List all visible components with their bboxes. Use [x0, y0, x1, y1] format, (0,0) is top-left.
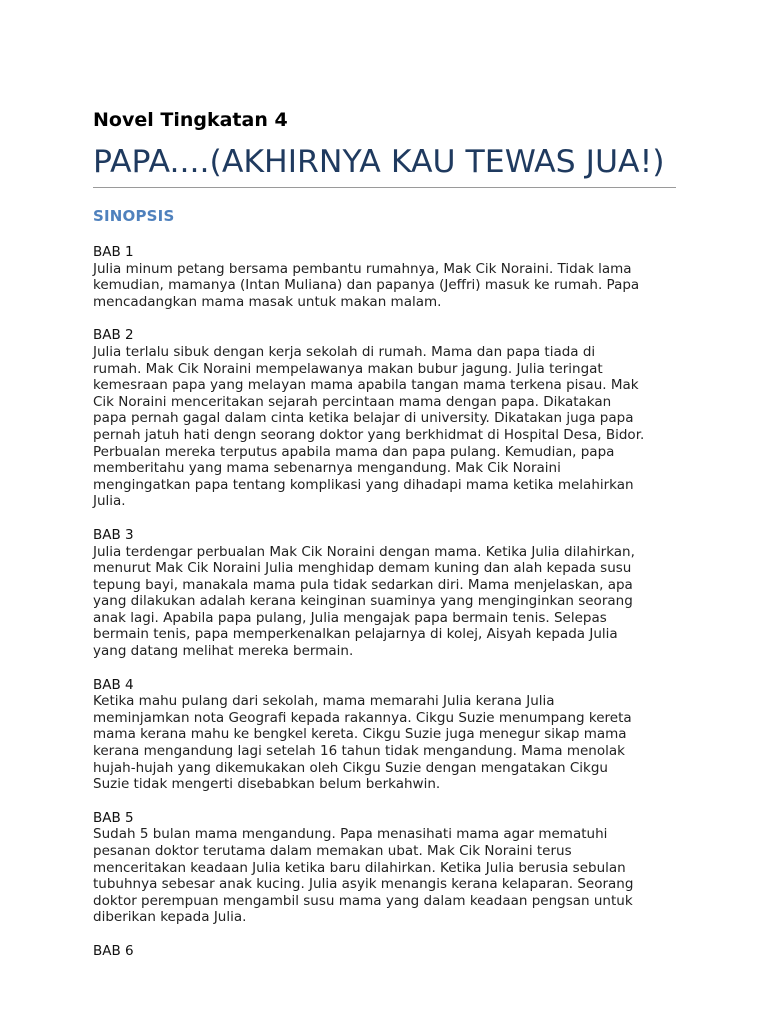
document-kicker: Novel Tingkatan 4 — [93, 109, 288, 131]
chapter-text: Sudah 5 bulan mama mengandung. Papa menasihati mama agar mematuhi pesanan doktor terutama dalam memakan ubat. Mak Cik Noraini terus menceritakan keadaan Julia ketika baru dilahirkan. Ketika Julia berusia sebulan tubuhnya sebesar anak kucing. Julia asyik menangis kerana kelaparan. Seorang doktor perempuan mengambil susu mama yang dalam keadaan pengsan untuk diberikan kepada Julia. — [93, 826, 634, 926]
chapter-text: Julia terdengar perbualan Mak Cik Noraini dengan mama. Ketika Julia dilahirkan, menurut Mak Cik Noraini Julia menghidap demam kuning dan alah kepada susu tepung bayi, manakala mama pula tidak sedarkan diri. Mama menjelaskan, apa yang dilakukan adalah kerana keinginan suaminya yang menginginkan seorang anak lagi. Apabila papa pulang, Julia mengajak papa bermain tenis. Selepas bermain tenis, papa memperkenalkan pelajarnya di kolej, Aisyah kepada Julia yang datang melihat mereka bermain. — [93, 543, 635, 660]
chapter-text: Julia minum petang bersama pembantu rumahnya, Mak Cik Noraini. Tidak lama kemudian, mamanya (Intan Muliana) dan papanya (Jeffri) masuk ke rumah. Papa mencadangkan mama masak untuk makan malam. — [93, 260, 640, 310]
chapter-2 — [93, 327, 678, 510]
chapter-5 — [93, 810, 678, 926]
section-heading: SINOPSIS — [93, 207, 175, 225]
chapter-list — [93, 244, 678, 960]
chapter-1 — [93, 244, 678, 310]
chapter-heading: BAB 2 — [93, 327, 134, 344]
chapter-3 — [93, 527, 678, 660]
chapter-heading: BAB 3 — [93, 526, 134, 543]
chapter-6 — [93, 943, 678, 960]
chapter-text: Julia terlalu sibuk dengan kerja sekolah di rumah. Mama dan papa tiada di rumah. Mak Cik Noraini mempelawanya makan bubur jagung. Julia teringat kemesraan papa yang melayan mama apabila tangan mama terkena pisau. Mak Cik Noraini menceritakan sejarah percintaan mama dengan papa. Dikatakan papa pernah gagal dalam cinta ketika belajar di university. Dikatakan juga papa pernah jatuh hati dengn seorang doktor yang berkhidmat di Hospital Desa, Bidor. Perbualan mereka terputus apabila mama dan papa pulang. Kemudian, papa memberitahu yang mama sebenarnya mengandung. Mak Cik Noraini mengingatkan papa tentang komplikasi yang dihadapi mama ketika melahirkan Julia. — [93, 343, 645, 510]
chapter-heading: BAB 1 — [93, 244, 134, 260]
chapter-heading: BAB 4 — [93, 676, 134, 693]
chapter-text: Ketika mahu pulang dari sekolah, mama memarahi Julia kerana Julia meminjamkan nota Geografi kepada rakannya. Cikgu Suzie menumpang kereta mama kerana mahu ke bengkel kereta. Cikgu Suzie juga menegur sikap mama kerana mengandung lagi setelah 16 tahun tidak mengandung. Mama menolak hujah-hujah yang dikemukakan oleh Cikgu Suzie dengan mengatakan Cikgu Suzie tidak mengerti disebabkan belum berkahwin. — [93, 693, 632, 793]
document-page — [93, 108, 678, 977]
chapter-4 — [93, 677, 678, 793]
chapter-heading: BAB 6 — [93, 942, 134, 959]
document-title: PAPA....(AKHIRNYA KAU TEWAS JUA!) — [93, 144, 665, 180]
title-divider — [93, 187, 676, 188]
chapter-heading: BAB 5 — [93, 809, 134, 826]
